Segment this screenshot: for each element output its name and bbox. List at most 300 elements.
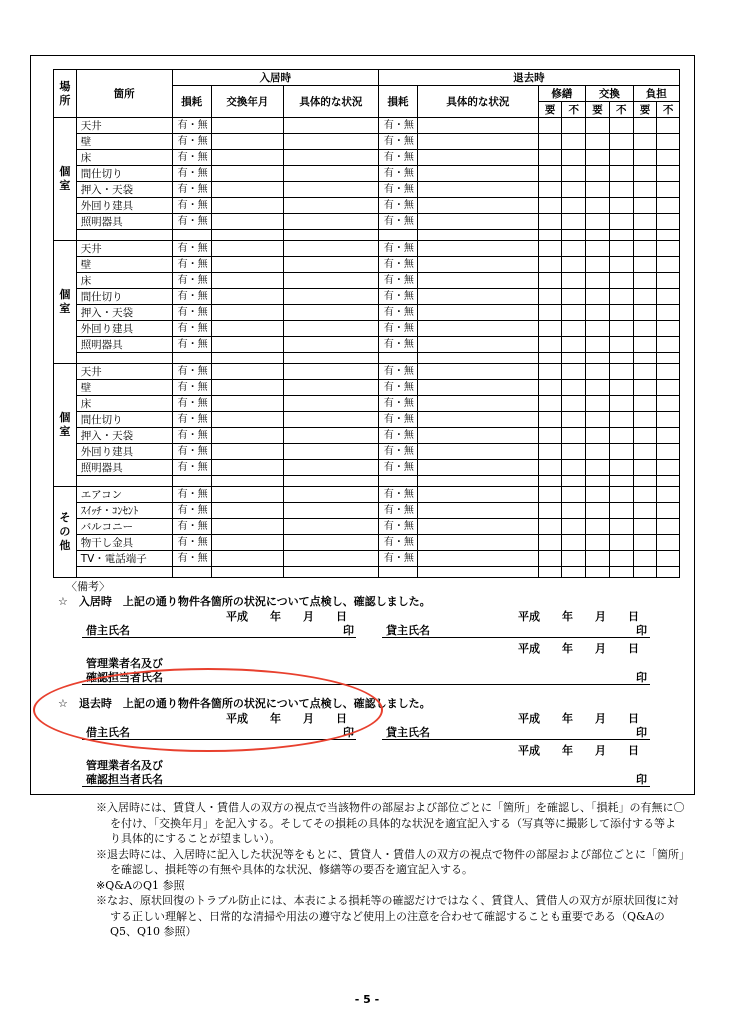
move-out-condition-cell[interactable] [418,535,539,551]
exchange-not-cell[interactable] [609,273,633,289]
move-out-condition-cell[interactable] [418,257,539,273]
exchange-need-cell[interactable] [586,273,610,289]
move-out-condition-cell[interactable] [418,412,539,428]
replace-date-cell[interactable] [211,273,283,289]
move-in-condition-cell[interactable] [283,182,378,198]
location-cell: 間仕切り [76,412,172,428]
repair-need-cell[interactable] [538,134,562,150]
move-in-condition-cell[interactable] [283,118,378,134]
exchange-not-cell[interactable] [609,551,633,567]
move-in-wear-cell: 有・無 [172,257,211,273]
location-cell: 照明器具 [76,214,172,230]
repair-need-cell[interactable] [538,444,562,460]
remarks-label: 〈備考〉 [66,580,110,593]
move-out-wear-cell: 有・無 [378,337,417,353]
repair-not-cell[interactable] [562,150,586,166]
move-out-condition-cell[interactable] [418,460,539,476]
replace-date-cell[interactable] [211,289,283,305]
spacer-cell [211,567,283,578]
repair-not-cell[interactable] [562,134,586,150]
exchange-need-cell[interactable] [586,519,610,535]
repair-not-cell[interactable] [562,289,586,305]
burden-not-cell[interactable] [657,257,680,273]
move-out-condition-cell[interactable] [418,503,539,519]
place-cell: 個室 [54,364,77,487]
move-out-wear-cell: 有・無 [378,305,417,321]
repair-need-cell[interactable] [538,380,562,396]
replace-date-cell[interactable] [211,305,283,321]
repair-need-cell[interactable] [538,551,562,567]
move-out-condition-cell[interactable] [418,551,539,567]
move-in-condition-cell[interactable] [283,257,378,273]
location-cell: 押入・天袋 [76,305,172,321]
exchange-not-cell[interactable] [609,118,633,134]
repair-need-cell[interactable] [538,273,562,289]
replace-date-cell[interactable] [211,428,283,444]
repair-not-cell[interactable] [562,460,586,476]
move-in-condition-cell[interactable] [283,519,378,535]
move-out-wear-cell: 有・無 [378,519,417,535]
exchange-not-cell[interactable] [609,289,633,305]
move-in-landlord-seal: 印 [636,624,647,637]
move-out-wear-cell: 有・無 [378,134,417,150]
item-row [54,198,680,214]
move-in-condition-cell[interactable] [283,134,378,150]
exchange-need-cell[interactable] [586,150,610,166]
replace-date-cell[interactable] [211,364,283,380]
exchange-need-cell[interactable] [586,305,610,321]
move-in-condition-cell[interactable] [283,214,378,230]
replace-date-cell[interactable] [211,487,283,503]
exchange-not-cell[interactable] [609,412,633,428]
move-out-condition-cell[interactable] [418,487,539,503]
exchange-not-cell[interactable] [609,364,633,380]
replace-date-cell[interactable] [211,166,283,182]
burden-need-cell[interactable] [633,551,657,567]
exchange-need-cell[interactable] [586,321,610,337]
replace-date-cell[interactable] [211,214,283,230]
burden-need-cell[interactable] [633,535,657,551]
repair-not-cell[interactable] [562,257,586,273]
move-in-condition-cell[interactable] [283,241,378,257]
spacer-cell [586,230,610,241]
exchange-not-cell[interactable] [609,134,633,150]
spacer-cell [538,476,562,487]
replace-date-cell[interactable] [211,380,283,396]
replace-date-cell[interactable] [211,396,283,412]
repair-need-cell[interactable] [538,150,562,166]
replace-date-cell[interactable] [211,519,283,535]
repair-not-cell[interactable] [562,487,586,503]
exchange-not-cell[interactable] [609,198,633,214]
burden-need-cell[interactable] [633,503,657,519]
exchange-not-cell[interactable] [609,321,633,337]
move-out-condition-cell[interactable] [418,305,539,321]
burden-need-cell[interactable] [633,428,657,444]
move-in-wear-cell: 有・無 [172,289,211,305]
move-out-condition-cell[interactable] [418,241,539,257]
location-cell: 照明器具 [76,337,172,353]
burden-not-cell[interactable] [657,214,680,230]
exchange-need-cell[interactable] [586,364,610,380]
replace-date-cell[interactable] [211,337,283,353]
move-in-landlord-date: 平成 年 月 日 [518,610,639,623]
burden-need-cell[interactable] [633,166,657,182]
move-out-condition-cell[interactable] [418,380,539,396]
move-in-condition-cell[interactable] [283,444,378,460]
exchange-need-cell[interactable] [586,444,610,460]
repair-need-cell[interactable] [538,182,562,198]
spacer-cell [609,476,633,487]
repair-need-cell[interactable] [538,214,562,230]
move-out-condition-cell[interactable] [418,396,539,412]
burden-not-cell[interactable] [657,241,680,257]
burden-need-cell[interactable] [633,364,657,380]
repair-not-cell[interactable] [562,118,586,134]
spacer-cell [418,567,539,578]
repair-need-cell[interactable] [538,337,562,353]
move-out-wear-cell: 有・無 [378,321,417,337]
move-in-tenant-name-line [82,637,356,638]
move-in-condition-cell[interactable] [283,273,378,289]
repair-not-cell[interactable] [562,364,586,380]
move-in-condition-cell[interactable] [283,198,378,214]
exchange-need-cell[interactable] [586,118,610,134]
exchange-not-cell[interactable] [609,150,633,166]
place-cell: 個室 [54,118,77,241]
repair-not-cell[interactable] [562,396,586,412]
location-cell: エアコン [76,487,172,503]
exchange-need-cell[interactable] [586,198,610,214]
replace-date-cell[interactable] [211,460,283,476]
move-in-manager-date: 平成 年 月 日 [518,642,639,655]
exchange-not-cell[interactable] [609,428,633,444]
repair-need-cell[interactable] [538,396,562,412]
repair-need-cell[interactable] [538,519,562,535]
repair-not-cell[interactable] [562,380,586,396]
burden-not-cell[interactable] [657,535,680,551]
burden-not-cell[interactable] [657,134,680,150]
move-out-confirm-text: ☆ 退去時 上記の通り物件各箇所の状況について点検し、確認しました。 [58,697,431,710]
repair-not-cell[interactable] [562,535,586,551]
move-in-condition-cell[interactable] [283,305,378,321]
repair-need-cell[interactable] [538,412,562,428]
exchange-need-cell[interactable] [586,396,610,412]
move-in-wear-cell: 有・無 [172,214,211,230]
exchange-need-cell[interactable] [586,535,610,551]
move-in-wear-cell: 有・無 [172,460,211,476]
burden-need-cell[interactable] [633,273,657,289]
move-out-condition-cell[interactable] [418,428,539,444]
burden-not-cell[interactable] [657,412,680,428]
burden-not-cell[interactable] [657,519,680,535]
burden-need-cell[interactable] [633,337,657,353]
burden-need-cell[interactable] [633,487,657,503]
burden-not-cell[interactable] [657,503,680,519]
repair-need-cell[interactable] [538,118,562,134]
move-in-condition-cell[interactable] [283,289,378,305]
burden-not-cell[interactable] [657,364,680,380]
move-in-condition-cell[interactable] [283,535,378,551]
exchange-need-cell[interactable] [586,182,610,198]
repair-not-cell[interactable] [562,305,586,321]
spacer-cell [283,353,378,364]
exchange-not-cell[interactable] [609,166,633,182]
repair-not-cell[interactable] [562,273,586,289]
repair-not-cell[interactable] [562,198,586,214]
exchange-not-cell[interactable] [609,396,633,412]
exchange-not-cell[interactable] [609,241,633,257]
move-out-header: 退去時 [378,70,679,86]
repair-need-cell[interactable] [538,289,562,305]
exchange-need-cell[interactable] [586,241,610,257]
exchange-need-cell[interactable] [586,428,610,444]
move-in-condition-cell[interactable] [283,166,378,182]
burden-need-cell[interactable] [633,198,657,214]
replace-date-cell[interactable] [211,150,283,166]
repair-not-cell[interactable] [562,337,586,353]
move-out-condition-cell[interactable] [418,134,539,150]
move-out-wear-cell: 有・無 [378,535,417,551]
burden-need-cell[interactable] [633,412,657,428]
spacer-cell [633,230,657,241]
burden-need-cell[interactable] [633,396,657,412]
move-out-condition-cell[interactable] [418,118,539,134]
repair-not-cell[interactable] [562,503,586,519]
burden-not-cell[interactable] [657,380,680,396]
repair-not-cell[interactable] [562,412,586,428]
burden-need-cell[interactable] [633,289,657,305]
move-out-condition-cell[interactable] [418,198,539,214]
item-row [54,257,680,273]
burden-not-cell[interactable] [657,428,680,444]
move-out-wear-cell: 有・無 [378,364,417,380]
burden-need-cell[interactable] [633,519,657,535]
burden-not-cell[interactable] [657,273,680,289]
exchange-need-cell[interactable] [586,337,610,353]
move-out-condition-cell[interactable] [418,214,539,230]
place-cell: その他 [54,487,77,578]
replace-date-cell[interactable] [211,118,283,134]
replace-date-cell[interactable] [211,412,283,428]
burden-need-cell[interactable] [633,321,657,337]
move-in-wear-cell: 有・無 [172,337,211,353]
burden-not-cell[interactable] [657,305,680,321]
move-out-wear-cell: 有・無 [378,380,417,396]
move-in-condition-cell[interactable] [283,150,378,166]
spacer-cell [657,230,680,241]
move-out-condition-cell[interactable] [418,337,539,353]
move-out-condition-cell[interactable] [418,289,539,305]
repair-not-cell[interactable] [562,214,586,230]
spacer-cell [586,476,610,487]
move-in-tenant-date: 平成 年 月 日 [226,610,347,623]
exchange-not-cell[interactable] [609,182,633,198]
repair-need-cell[interactable] [538,535,562,551]
exchange-need-cell[interactable] [586,460,610,476]
exchange-not-cell[interactable] [609,460,633,476]
item-row [54,182,680,198]
burden-need-cell[interactable] [633,380,657,396]
exchange-need-cell[interactable] [586,289,610,305]
repair-not-cell[interactable] [562,428,586,444]
burden-not-cell[interactable] [657,321,680,337]
replace-date-cell[interactable] [211,551,283,567]
move-in-condition-cell[interactable] [283,380,378,396]
burden-not-cell[interactable] [657,150,680,166]
move-in-condition-cell[interactable] [283,321,378,337]
burden-not-cell[interactable] [657,182,680,198]
location-cell: 外回り建具 [76,198,172,214]
repair-not-cell[interactable] [562,321,586,337]
repair-not-cell[interactable] [562,551,586,567]
move-in-condition-cell[interactable] [283,428,378,444]
condition-header: 具体的な状況 [283,86,378,118]
exchange-need-cell[interactable] [586,214,610,230]
location-cell: 押入・天袋 [76,182,172,198]
repair-need-cell[interactable] [538,305,562,321]
repair-need-cell[interactable] [538,241,562,257]
location-cell: 外回り建具 [76,321,172,337]
move-out-condition-cell[interactable] [418,364,539,380]
burden-not-cell[interactable] [657,198,680,214]
exchange-not-cell[interactable] [609,503,633,519]
exchange-need-cell[interactable] [586,166,610,182]
exchange-need-cell[interactable] [586,551,610,567]
repair-need-cell[interactable] [538,503,562,519]
burden-not-cell[interactable] [657,444,680,460]
replace-date-cell[interactable] [211,182,283,198]
burden-need-cell[interactable] [633,460,657,476]
repair-need-cell[interactable] [538,198,562,214]
repair-need-cell[interactable] [538,257,562,273]
burden-not-cell[interactable] [657,166,680,182]
exchange-need-cell[interactable] [586,257,610,273]
move-out-condition-cell[interactable] [418,321,539,337]
move-in-condition-cell[interactable] [283,551,378,567]
burden-need-cell[interactable] [633,150,657,166]
move-out-condition-cell[interactable] [418,166,539,182]
move-out-condition-cell[interactable] [418,444,539,460]
burden-need-cell[interactable] [633,118,657,134]
replace-date-cell[interactable] [211,241,283,257]
move-out-wear-cell: 有・無 [378,396,417,412]
burden-need-cell[interactable] [633,214,657,230]
move-in-wear-cell: 有・無 [172,503,211,519]
burden-need-cell[interactable] [633,444,657,460]
spacer-cell [633,476,657,487]
spacer-cell [76,476,172,487]
exchange-not-cell[interactable] [609,444,633,460]
move-out-condition-cell[interactable] [418,150,539,166]
burden-not-cell[interactable] [657,118,680,134]
repair-not-cell[interactable] [562,519,586,535]
burden-not-cell[interactable] [657,460,680,476]
repair-need-cell[interactable] [538,166,562,182]
item-row [54,487,680,503]
move-in-condition-cell[interactable] [283,412,378,428]
repair-not-cell[interactable] [562,166,586,182]
exchange-not-cell[interactable] [609,519,633,535]
move-out-condition-cell[interactable] [418,182,539,198]
spacer-cell [283,230,378,241]
exchange-need-cell[interactable] [586,412,610,428]
replace-date-cell[interactable] [211,134,283,150]
footnotes [96,800,686,940]
spacer-cell [609,567,633,578]
replace-date-cell[interactable] [211,503,283,519]
item-row [54,166,680,182]
spacer-cell [609,230,633,241]
exchange-not-cell[interactable] [609,257,633,273]
move-in-condition-cell[interactable] [283,337,378,353]
burden-need-cell[interactable] [633,257,657,273]
exchange-not-cell[interactable] [609,305,633,321]
replace-date-cell[interactable] [211,535,283,551]
move-in-condition-cell[interactable] [283,364,378,380]
burden-not-cell[interactable] [657,289,680,305]
place-cell: 個室 [54,241,77,364]
burden-need-cell[interactable] [633,134,657,150]
move-out-wear-cell: 有・無 [378,428,417,444]
replace-date-cell[interactable] [211,198,283,214]
repair-need-cell[interactable] [538,460,562,476]
replace-date-cell[interactable] [211,321,283,337]
repair-not-cell[interactable] [562,241,586,257]
burden-not-cell[interactable] [657,396,680,412]
move-in-wear-cell: 有・無 [172,150,211,166]
repair-not-cell[interactable] [562,182,586,198]
exchange-need-cell[interactable] [586,380,610,396]
exchange-not-cell[interactable] [609,487,633,503]
replace-date-cell[interactable] [211,257,283,273]
item-row [54,321,680,337]
burden-not-cell[interactable] [657,487,680,503]
burden-need-cell[interactable] [633,241,657,257]
burden-not-cell[interactable] [657,337,680,353]
exchange-need-cell[interactable] [586,503,610,519]
item-row [54,428,680,444]
exchange-not-cell[interactable] [609,535,633,551]
move-in-manager-label-2: 確認担当者氏名 [86,671,163,684]
spacer-cell [418,230,539,241]
exchange-need-cell[interactable] [586,487,610,503]
move-out-condition-cell[interactable] [418,519,539,535]
move-in-condition-cell[interactable] [283,487,378,503]
exchange-not-cell[interactable] [609,214,633,230]
burden-not-cell[interactable] [657,551,680,567]
spacer-cell [586,567,610,578]
location-cell: 物干し金具 [76,535,172,551]
burden-need-cell[interactable] [633,182,657,198]
move-in-wear-cell: 有・無 [172,273,211,289]
repair-need-cell[interactable] [538,321,562,337]
exchange-not-cell[interactable] [609,380,633,396]
repair-need-cell[interactable] [538,487,562,503]
exchange-need-cell[interactable] [586,134,610,150]
move-out-condition-cell[interactable] [418,273,539,289]
replace-date-cell[interactable] [211,444,283,460]
exchange-not-cell[interactable] [609,337,633,353]
move-in-condition-cell[interactable] [283,503,378,519]
repair-not-cell[interactable] [562,444,586,460]
move-in-condition-cell[interactable] [283,396,378,412]
repair-need-cell[interactable] [538,428,562,444]
repair-need-cell[interactable] [538,364,562,380]
burden-need-cell[interactable] [633,305,657,321]
move-out-landlord-name-line [382,739,650,740]
move-in-condition-cell[interactable] [283,460,378,476]
